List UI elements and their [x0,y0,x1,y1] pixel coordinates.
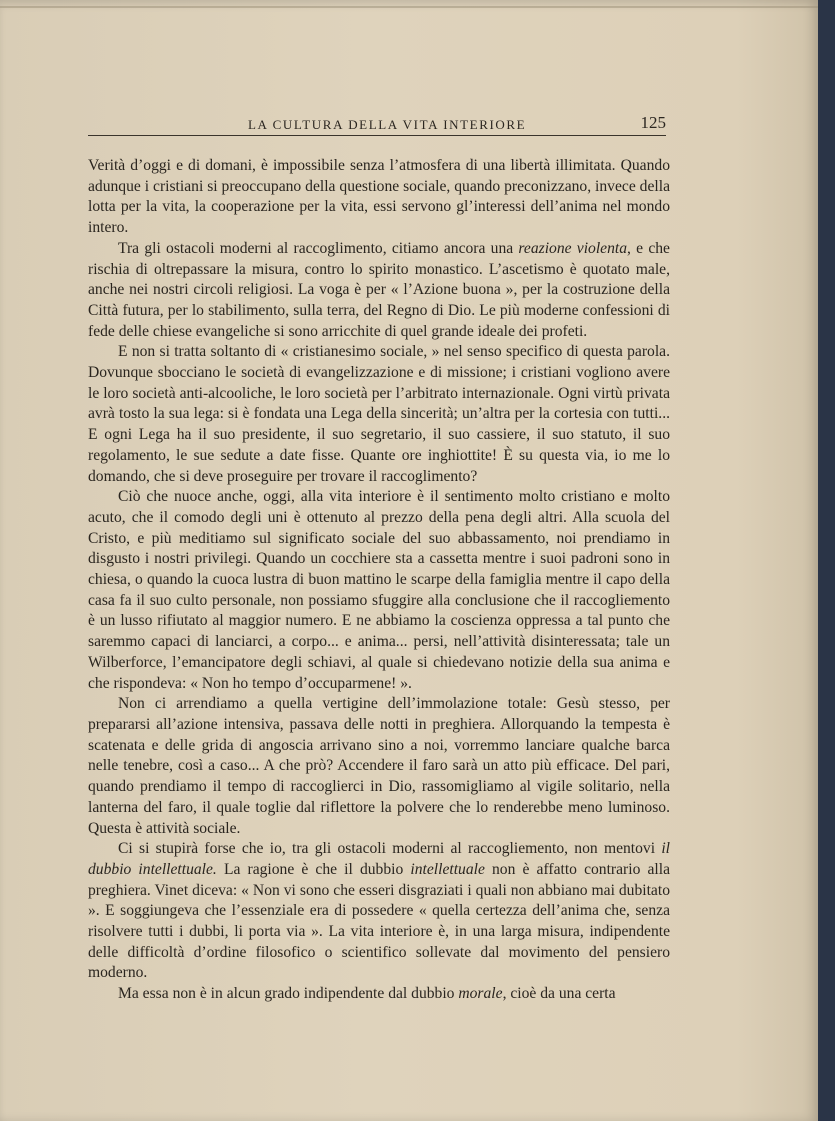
text-run: Tra gli ostacoli moderni al raccoglimento, citiamo ancora una [118,239,519,257]
paragraph [88,342,670,487]
text-run: Ci si stupirà forse che io, tra gli ostacoli moderni al raccogliemento, non mentovi [118,840,662,858]
paragraph [88,239,670,343]
header-rule [88,135,666,136]
paragraph [88,839,670,984]
paragraph [88,487,670,694]
text-run: Verità d’oggi e di domani, è impossibile senza l’atmosfera di una libertà illimitata. Quando adunque i cristiani si preoccupano della questione sociale, quando preconizzano, invece della lotta per la vita, la cooperazione per la vita, essi servono gl’interessi dell’anima nel mondo intero. [88,157,670,237]
running-title: LA CULTURA DELLA VITA INTERIORE [248,117,527,132]
italic-text: morale [458,985,503,1003]
text-run: La ragione è che il dubbio [216,860,411,878]
page-top-edge [0,6,818,8]
page-number: 125 [640,113,666,132]
body-text [88,156,670,1005]
text-run: Non ci arrendiamo a quella vertigine dell’immolazione totale: Gesù stesso, per prepararsi all’azione intensiva, passava delle notti in preghiera. Allorquando la tempesta è scatenata e delle grida di angoscia arrivano sino a noi, vorremmo lanciare qualche barca nelle tenebre, così a caso... A che prò? Accendere il faro sarà un atto più efficace. Del pari, quando prendiamo il tempo di raccoglierci in Dio, rassomigliamo al vigile solitario, nella lanterna del faro, il quale toglie dal riflettore la polvere che lo renderebbe meno luminoso. Questa è attività sociale. [88,695,670,837]
italic-text: intellettuale [410,860,485,878]
running-header [88,113,668,139]
text-run: , e che rischia di oltrepassare la misura, contro lo spirito monastico. L’ascetismo è quotato male, anche nei nostri circoli religiosi. La voga è per « l’Azione buona », per la costruzione della Città futura, per lo stabilimento, sulla terra, del Regno di Dio. Le più moderne confessioni di fede delle chiese evangeliche si sono arricchite di quel grande ideale dei profeti. [88,239,670,340]
paragraph [88,156,670,239]
text-run: E non si tratta soltanto di « cristianesimo sociale, » nel senso specifico di questa parola. Dovunque sbocciano le società di evangelizzazione e di missione; i cristiani vogliono avere le loro società anti-alcooliche, le loro società per l’arbitrato internazionale. Ogni virtù privata avrà tosto la sua lega: si è fondata una Lega della sincerità; un’altra per la cortesia con tutti... E ogni Lega ha il suo presidente, il suo segretario, il suo cassiere, il suo statuto, il suo regolamento, le sue sedute a date fisse. Quante ore inghiottite! È su questa via, io me lo domando, che si deve proseguire per trovare il raccoglimento? [88,343,670,485]
paragraph [88,694,670,839]
text-run: non è affatto contrario alla preghiera. Vinet diceva: « Non vi sono che esseri disgraziati i quali non abbiano mai dubitato ». E soggiungeva che l’essenziale era di possedere « quella certezza dell’anima che, senza risolvere tutti i dubbi, li porta via ». La vita interiore è, in una larga misura, indipendente delle difficoltà d’ordine filosofico o scientifico sollevate dal movimento del pensiero moderno. [88,860,670,982]
paragraph [88,984,670,1005]
italic-text: reazione violenta [518,239,628,257]
text-run: Ma essa non è in alcun grado indipendente dal dubbio [118,985,459,1003]
text-run: Ciò che nuoce anche, oggi, alla vita interiore è il sentimento molto cristiano e molto acuto, che il comodo degli uni è ottenuto al prezzo della pena degli altri. Alla scuola del Cristo, e più meditiamo sul significato sociale del suo abbassamento, noi prendiamo in disgusto i nostri privilegi. Quando un cocchiere sta a cassetta mentre i suoi padroni sono in chiesa, o quando la cuoca lustra di buon mattino le scarpe della famiglia mentre il capo della casa fa il suo culto personale, non possiamo sfuggire alla conclusione che il raccogliemento è un lusso rifiutato al maggior numero. E ne abbiamo la coscienza oppressa a tal punto che saremmo capaci di lanciarci, a corpo... e anima... persi, nell’attività disinteressata; tale un Wilberforce, l’emancipatore degli schiavi, al quale si chiedevano notizie della sua anima e che rispondeva: « Non ho tempo d’occuparmene! ». [88,488,670,692]
text-run: , cioè da una certa [502,985,616,1003]
italic-text: il dubbio intellettuale. [88,840,670,878]
